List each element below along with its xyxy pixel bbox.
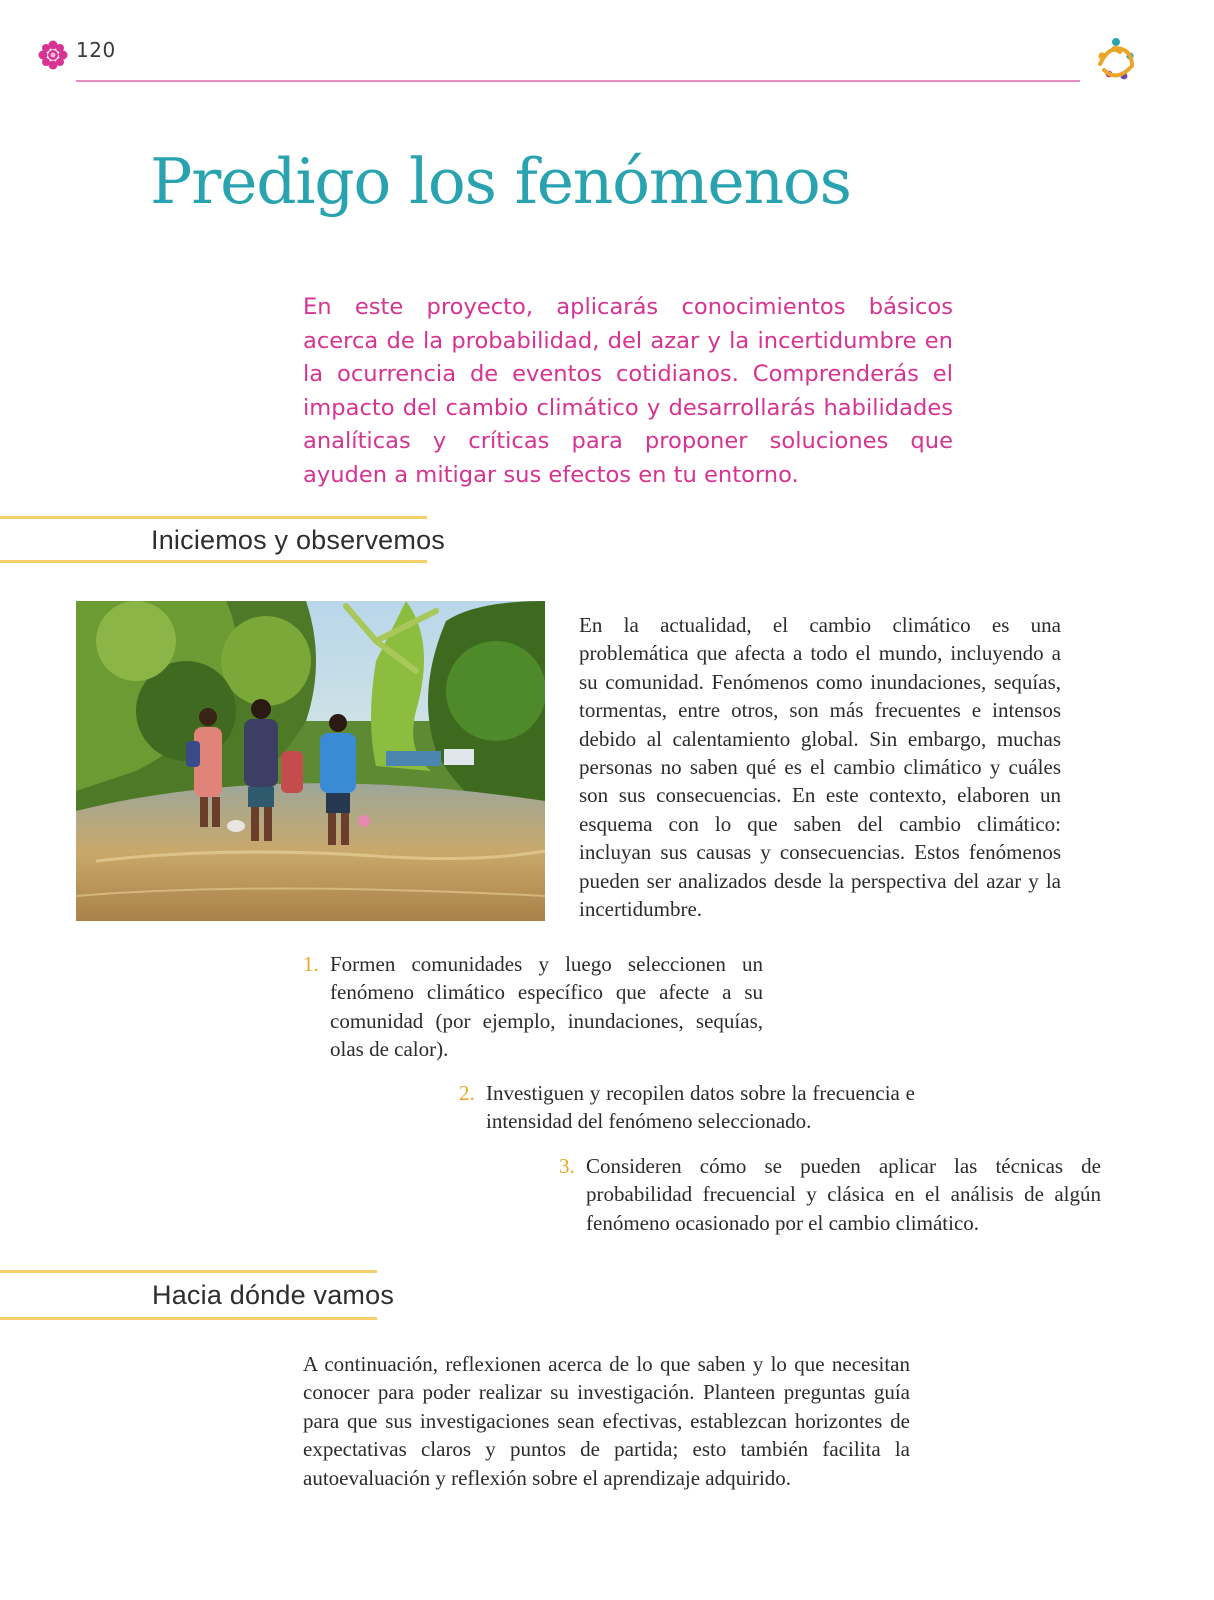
section-rule-bottom — [0, 560, 427, 563]
people-circle-logo-icon — [1090, 34, 1142, 86]
page-number: 120 — [76, 38, 116, 62]
section1-paragraph: En la actualidad, el cambio climático es una problemática que afecta a todo el mundo, incluyendo a su comunidad. Fenómenos como inundaciones, sequías, tormentas, entre otros, son más frecuentes e intensos debido al calentamiento global. Sin embargo, muchas personas no saben qué es el cambio climático y cuáles son sus consecuencias. En este contexto, elaboren un esquema con lo que saben del cambio climático: incluyan sus causas y consecuencias. Estos fenómenos pueden ser analizados desde la perspectiva del azar y la incertidumbre. — [579, 613, 1061, 922]
list-item — [459, 1079, 915, 1136]
list-item — [559, 1152, 1101, 1237]
section-heading-hacia-donde: Hacia dónde vamos — [152, 1280, 395, 1310]
section2-paragraph: A continuación, reflexionen acerca de lo que saben y lo que necesitan conocer para poder realizar su investigación. Planteen preguntas guía para que sus investigaciones sean efectivas, establezcan horizontes de expectativas claros y puntos de partida; esto también facilita la autoevaluación y reflexión sobre el aprendizaje adquirido. — [303, 1352, 910, 1490]
list-item-text: Consideren cómo se pueden aplicar las técnicas de probabilidad frecuencial y clásica en el análisis de algún fenómeno ocasionado por el cambio climático. — [586, 1154, 1101, 1235]
page-title: Predigo los fenómenos — [150, 145, 851, 218]
flower-ornament-icon — [38, 40, 68, 70]
intro-paragraph: En este proyecto, aplicarás conocimientos básicos acerca de la probabilidad, del azar y la incertidumbre en la ocurrencia de eventos cotidianos. Comprenderás el impacto del cambio climático y desarrollarás habilidades analíticas y críticas para proponer soluciones que ayuden a mitigar sus efectos en tu entorno. — [303, 294, 953, 488]
flood-photo — [76, 601, 545, 921]
list-item-text: Investiguen y recopilen datos sobre la frecuencia e intensidad del fenómeno seleccionado. — [486, 1081, 915, 1134]
list-number: 1. — [303, 952, 319, 976]
header-divider — [76, 80, 1080, 82]
section-heading-iniciemos: Iniciemos y observemos — [151, 525, 446, 555]
list-item-text: Formen comunidades y luego seleccionen un fenómeno climático específico que afecte a su comunidad (por ejemplo, inundaciones, sequías, olas de calor). — [330, 952, 763, 1062]
section-rule-bottom — [0, 1317, 377, 1320]
list-item — [303, 950, 763, 1064]
list-number: 3. — [559, 1154, 575, 1178]
section-rule-top — [0, 1270, 377, 1273]
list-number: 2. — [459, 1081, 475, 1105]
section-rule-top — [0, 516, 427, 519]
